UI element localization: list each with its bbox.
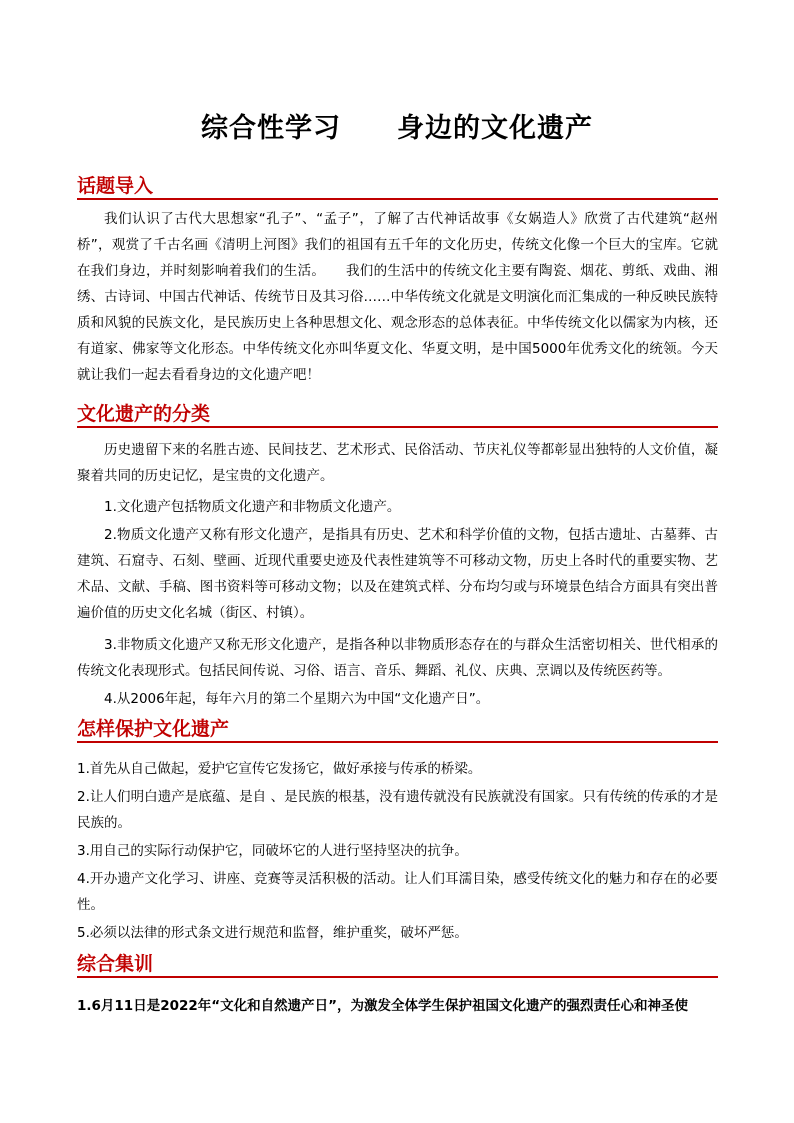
section-divider (77, 198, 718, 200)
intro-paragraph: 我们认识了古代大思想家“孔子”、“孟子”，了解了古代神话故事《女娲造人》欣赏了古代建筑“赵州桥”，观赏了千古名画《清明上河图》我们的祖国有五千年的文化历史，传统文化像一个巨大的宝库。它就在我们身边，并时刻影响着我们的生活。 我们的生活中的传统文化主要有陶瓷、烟花、剪纸、戏曲、湘绣、古诗词、中国古代神话、传统节日及其习俗……中华传统文化就是文明演化而汇集成的一种反映民族特质和风貌的民族文化，是民族历史上各种思想文化、观念形态的总体表征。中华传统文化以儒家为内核，还有道家、佛家等文化形态。中华传统文化亦叫华夏文化、华夏文明，是中国5000年优秀文化的统领。今天就让我们一起去看看身边的文化遗产吧！ (77, 211, 718, 383)
classification-item-1: 1.文化遗产包括物质文化遗产和非物质文化遗产。 (104, 499, 401, 515)
classification-paragraph: 历史遗留下来的名胜古迹、民间技艺、艺术形式、民俗活动、节庆礼仪等都彰显出独特的人文价值，凝聚着共同的历史记忆，是宝贵的文化遗产。 (77, 442, 718, 484)
section-heading: 话题导入 (77, 175, 154, 197)
page-title: 综合性学习 身边的文化遗产 (201, 113, 593, 144)
protect-item-1: 1.首先从自己做起，爱护它宣传它发扬它，做好承接与传承的桥梁。 (77, 761, 482, 777)
section-heading: 综合集训 (77, 953, 154, 975)
classification-item-2: 2.物质文化遗产又称有形文化遗产，是指具有历史、艺术和科学价值的文物，包括古遗址、古墓葬、古建筑、石窟寺、石刻、壁画、近现代重要史迹及代表性建筑等不可移动文物，历史上各时代的重要实物、艺术品、文献、手稿、图书资料等可移动文物；以及在建筑式样、分布均匀或与环境景色结合方面具有突出普遍价值的历史文化名城（街区、村镇）。 (77, 527, 718, 621)
protect-item-2: 2.让人们明白遗产是底蕴、是自 、是民族的根基，没有遗传就没有民族就没有国家。只有传统的传承的才是民族的。 (77, 789, 718, 831)
protect-item-3: 3.用自己的实际行动保护它，同破坏它的人进行坚持坚决的抗争。 (77, 843, 468, 859)
section-divider (77, 426, 718, 428)
section-practice (77, 952, 718, 978)
practice-question-1: 1.6月11日是2022年“文化和自然遗产日”，为激发全体学生保护祖国文化遗产的强烈责任心和神圣使 (77, 998, 689, 1014)
section-heritage-classification (77, 402, 718, 428)
section-how-to-protect (77, 717, 718, 743)
section-divider (77, 741, 718, 743)
section-heading: 文化遗产的分类 (77, 403, 211, 425)
classification-item-4: 4.从2006年起，每年六月的第二个星期六为中国“文化遗产日”。 (104, 691, 490, 707)
section-divider (77, 976, 718, 978)
classification-item-3: 3.非物质文化遗产又称无形文化遗产，是指各种以非物质形态存在的与群众生活密切相关、世代相承的传统文化表现形式。包括民间传说、习俗、语言、音乐、舞蹈、礼仪、庆典、烹调以及传统医药等。 (77, 637, 718, 679)
section-heading: 怎样保护文化遗产 (77, 718, 230, 740)
protect-item-4: 4.开办遗产文化学习、讲座、竞赛等灵活积极的活动。让人们耳濡目染，感受传统文化的魅力和存在的必要性。 (77, 871, 718, 913)
protect-item-5: 5.必须以法律的形式条文进行规范和监督，维护重奖，破坏严惩。 (77, 925, 468, 941)
section-topic-intro (77, 174, 718, 200)
